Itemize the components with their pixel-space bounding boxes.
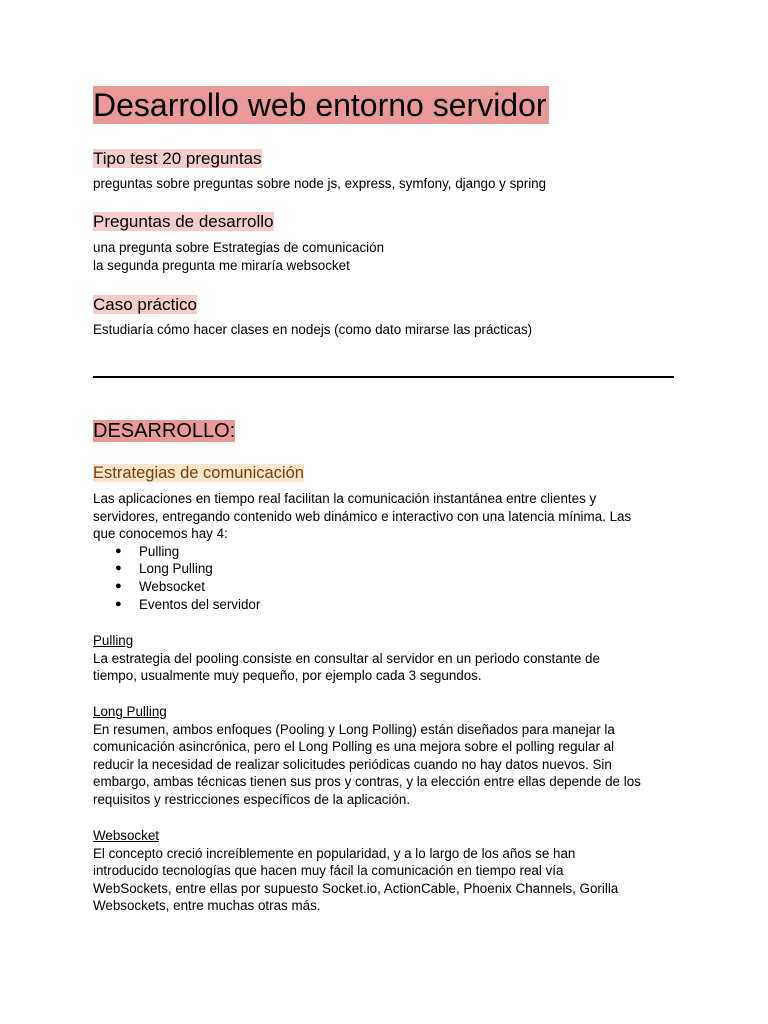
paragraph-line: una pregunta sobre Estrategias de comunicación: [93, 240, 385, 255]
caso-practico-text: Estudiaría cómo hacer clases en nodejs (como dato mirarse las prácticas): [93, 322, 533, 337]
websocket-section: [93, 827, 693, 915]
heading-caso-practico: [93, 295, 197, 315]
heading-estrategias-text: Estrategias de comunicación: [93, 464, 304, 482]
paragraph-line: que conocemos hay 4:: [93, 526, 228, 542]
heading-estrategias: [93, 463, 304, 483]
list-item: ● Eventos del servidor: [93, 596, 693, 614]
pulling-heading: Pulling: [93, 633, 134, 648]
paragraph-line: El concepto creció increíblemente en popularidad, y a lo largo de los años se han: [93, 845, 576, 861]
heading-tipo-test-text: Tipo test 20 preguntas: [93, 149, 262, 168]
strategies-list: [93, 543, 693, 613]
document-title: Desarrollo web entorno servidor: [93, 87, 547, 123]
paragraph-line: reducir la necesidad de realizar solicitudes periódicas cuando no hay datos nuevos. Sin: [93, 756, 612, 772]
tipo-test-text: preguntas sobre preguntas sobre node js, express, symfony, django y spring: [93, 176, 547, 191]
heading-desarrollo-text: DESARROLLO:: [93, 420, 236, 442]
paragraph-line: tiempo, usualmente muy pequeño, por ejemplo cada 3 segundos.: [93, 668, 482, 684]
paragraph-line: Las aplicaciones en tiempo real facilitan la comunicación instantánea entre clientes y: [93, 491, 597, 506]
pulling-section: [93, 632, 693, 685]
list-item: ● Long Pulling: [93, 560, 693, 578]
heading-preguntas-desarrollo-text: Preguntas de desarrollo: [93, 212, 274, 231]
list-item: ● Websocket: [93, 578, 693, 596]
paragraph-line: WebSockets, entre ellas por supuesto Socket.io, ActionCable, Phoenix Channels, Gorilla: [93, 880, 619, 896]
paragraph-line: La estrategia del pooling consiste en consultar al servidor en un periodo constante de: [93, 650, 600, 666]
list-item: ● Pulling: [93, 543, 693, 561]
paragraph-line: la segunda pregunta me miraría websocket: [93, 257, 350, 273]
heading-caso-practico-text: Caso práctico: [93, 295, 197, 314]
paragraph-line: requisitos y restricciones específicos de la aplicación.: [93, 791, 411, 807]
paragraph-line: introducido tecnologías que hacen muy fácil la comunicación en tiempo real vía: [93, 863, 564, 879]
paragraph-line: comunicación asincrónica, pero el Long Polling es una mejora sobre el polling regular al: [93, 739, 615, 755]
heading-preguntas-desarrollo: [93, 212, 274, 232]
heading-tipo-test: [93, 149, 262, 169]
paragraph-line: En resumen, ambos enfoques (Pooling y Long Polling) están diseñados para manejar la: [93, 721, 615, 737]
horizontal-divider: [93, 376, 674, 378]
preguntas-desarrollo-text: [93, 239, 693, 274]
paragraph-line: embargo, ambas técnicas tienen sus pros y contras, y la elección entre ellas depende de los: [93, 774, 641, 790]
long-pulling-heading: Long Pulling: [93, 704, 167, 719]
paragraph-line: Websockets, entre muchas otras más.: [93, 898, 321, 914]
websocket-heading: Websocket: [93, 828, 159, 843]
heading-desarrollo: [93, 419, 235, 443]
estrategias-intro: [93, 490, 693, 613]
long-pulling-section: [93, 703, 693, 809]
paragraph-line: servidores, entregando contenido web dinámico e interactivo con una latencia mínima. Las: [93, 508, 632, 524]
